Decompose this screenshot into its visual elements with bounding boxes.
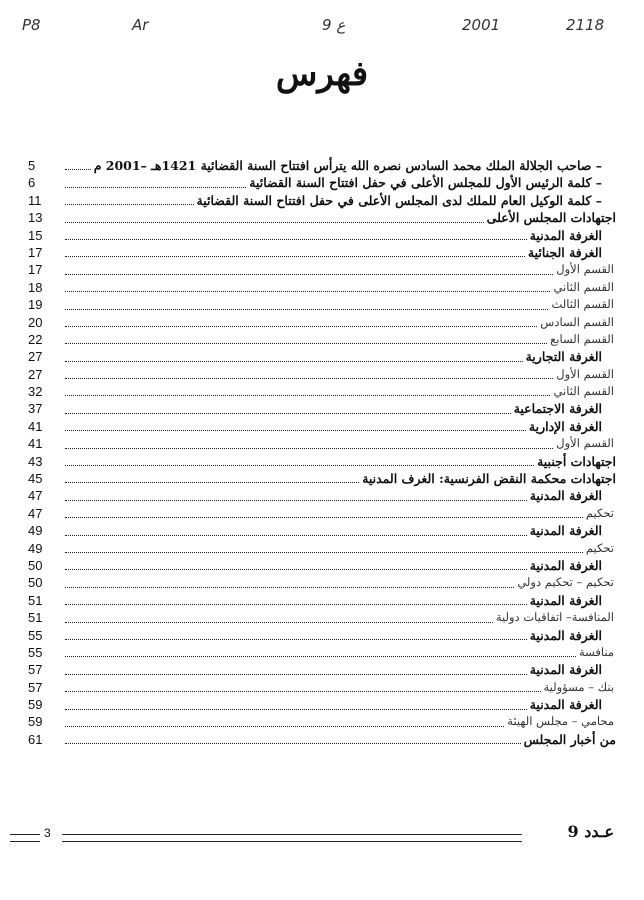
toc-entry-page: 55: [28, 644, 43, 660]
toc-entry: [28, 679, 616, 696]
toc-entry: [28, 366, 616, 383]
dot-leader: [65, 517, 583, 518]
dot-leader: [65, 204, 194, 205]
toc-entry-page: 55: [28, 627, 43, 643]
toc-entry-page: 22: [28, 331, 43, 347]
toc-entry-page: 19: [28, 297, 43, 313]
toc-entry: [28, 174, 616, 191]
dot-leader: [65, 222, 484, 223]
toc-entry-page: 15: [28, 227, 43, 243]
dot-leader: [65, 343, 547, 344]
toc-entry-title: تحكيم: [585, 540, 614, 555]
toc-entry: [28, 296, 616, 313]
toc-entry-title: القسم السادس: [540, 314, 614, 329]
toc-entry: [28, 731, 616, 748]
toc-entry-page: 18: [28, 279, 43, 295]
toc-entry-page: 41: [28, 418, 43, 434]
toc-entry-page: 49: [28, 540, 43, 556]
toc-entry: [28, 592, 616, 609]
dot-leader: [65, 413, 511, 414]
toc-entry-title: الغرفة المدنية: [529, 488, 602, 504]
dot-leader: [65, 291, 550, 292]
toc-entry-page: 50: [28, 575, 43, 591]
handwritten-note-center-right: 2001: [462, 16, 501, 34]
toc-entry: [28, 453, 616, 470]
toc-entry: [28, 557, 616, 574]
toc-entry-title: الغرفة المدنية: [529, 662, 602, 678]
toc-entry: [28, 574, 616, 591]
dot-leader: [65, 326, 537, 327]
toc-entry: [28, 400, 616, 417]
dot-leader: [65, 274, 553, 275]
dot-leader: [65, 187, 246, 188]
toc-entry-page: 51: [28, 610, 43, 626]
dot-leader: [65, 743, 521, 744]
dot-leader: [65, 674, 527, 675]
handwritten-note-left: P8: [22, 16, 41, 34]
toc-entry-title: تحكيم: [585, 505, 614, 520]
toc-entry-page: 6: [28, 175, 36, 191]
toc-entry-title: الغرفة المدنية: [529, 627, 602, 643]
toc-entry: [28, 348, 616, 365]
toc-entry-page: 49: [28, 523, 43, 539]
toc-entry: [28, 192, 616, 209]
toc-entry: [28, 418, 616, 435]
toc-entry-title: – صاحب الجلالة الملك محمد السادس نصره الله يترأس افتتاح السنة القضائية 1421هـ –2001 م: [93, 157, 602, 173]
toc-entry-title: القسم الثالث: [551, 297, 614, 312]
dot-leader: [65, 309, 548, 310]
toc-entry: [28, 487, 616, 504]
handwritten-note-right: 2118: [566, 16, 605, 34]
toc-entry: [28, 227, 616, 244]
toc-entry-title: الغرفة المدنية: [529, 557, 602, 573]
dot-leader: [65, 535, 527, 536]
toc-entry-page: 32: [28, 384, 43, 400]
toc-entry-page: 11: [28, 192, 42, 208]
toc-entry-title: القسم الأول: [556, 436, 614, 451]
toc-entry: [28, 157, 616, 174]
toc-entry-title: اجتهادات محكمة النقض الفرنسية: الغرف المدنية: [362, 471, 616, 487]
toc-entry-page: 13: [28, 210, 43, 226]
toc-entry-page: 57: [28, 662, 43, 678]
toc-entry-title: الغرفة المدنية: [529, 592, 602, 608]
dot-leader: [65, 726, 504, 727]
toc-entry-title: – كلمة الرئيس الأول للمجلس الأعلى في حفل افتتاح السنة القضائية: [249, 175, 602, 191]
dot-leader: [65, 604, 527, 605]
toc-entry: [28, 661, 616, 678]
dot-leader: [65, 448, 553, 449]
toc-entry-title: القسم الأول: [556, 366, 614, 381]
toc-entry: [28, 627, 616, 644]
toc-entry-title: تحكيم – تحكيم دولي: [517, 575, 614, 590]
toc-entry-page: 45: [28, 471, 43, 487]
toc-entry-page: 37: [28, 401, 43, 417]
toc-entry-title: منافسة: [578, 644, 614, 659]
toc-entry-page: 41: [28, 436, 43, 452]
toc-entry-title: الغرفة الاجتماعية: [513, 401, 602, 417]
toc-entry-page: 17: [28, 244, 43, 260]
toc-entry-page: 20: [28, 314, 43, 330]
footer-rule-main: [62, 834, 522, 842]
toc-entry: [28, 209, 616, 226]
toc-entry-title: الغرفة الإدارية: [528, 418, 602, 434]
toc-entry-page: 5: [28, 157, 36, 173]
dot-leader: [65, 552, 583, 553]
dot-leader: [65, 361, 523, 362]
toc-entry: [28, 696, 616, 713]
page-number: 3: [44, 826, 51, 840]
toc-entry: [28, 522, 616, 539]
toc-entry-title: اجتهادات أجنبية: [537, 453, 616, 469]
dot-leader: [65, 569, 527, 570]
footer-rule-left: [10, 834, 40, 842]
handwritten-note-center-left: Ar: [132, 16, 149, 34]
dot-leader: [65, 482, 359, 483]
toc-entry: [28, 331, 616, 348]
toc-entry: [28, 261, 616, 278]
table-of-contents: [28, 157, 616, 748]
toc-entry-page: 57: [28, 679, 43, 695]
toc-entry-page: 43: [28, 453, 43, 469]
toc-entry-page: 27: [28, 366, 43, 382]
toc-entry-title: الغرفة التجارية: [525, 349, 602, 365]
toc-entry: [28, 714, 616, 731]
toc-entry-title: – كلمة الوكيل العام للملك لدى المجلس الأعلى في حفل افتتاح السنة القضائية: [196, 192, 602, 208]
toc-entry-page: 47: [28, 505, 43, 521]
dot-leader: [65, 256, 525, 257]
dot-leader: [65, 622, 493, 623]
toc-entry-title: بنك – مسؤولية: [543, 679, 614, 694]
toc-entry-page: 59: [28, 714, 43, 730]
toc-entry-title: القسم الثاني: [553, 384, 614, 399]
dot-leader: [65, 465, 534, 466]
toc-entry-title: القسم السابع: [550, 331, 614, 346]
dot-leader: [65, 239, 527, 240]
toc-entry: [28, 470, 616, 487]
toc-entry-title: محامي – مجلس الهيئة: [507, 714, 614, 729]
toc-entry: [28, 383, 616, 400]
toc-entry-page: 17: [28, 262, 43, 278]
toc-entry: [28, 609, 616, 626]
dot-leader: [65, 378, 553, 379]
toc-entry-title: الغرفة المدنية: [529, 697, 602, 713]
dot-leader: [65, 639, 527, 640]
dot-leader: [65, 691, 541, 692]
issue-label: عـدد 9: [567, 822, 614, 841]
toc-entry-page: 51: [28, 592, 43, 608]
toc-entry-title: الغرفة المدنية: [529, 227, 602, 243]
toc-entry-page: 47: [28, 488, 43, 504]
toc-entry-page: 50: [28, 557, 43, 573]
toc-entry: [28, 644, 616, 661]
toc-entry-page: 61: [28, 731, 43, 747]
dot-leader: [65, 709, 527, 710]
toc-entry: [28, 244, 616, 261]
toc-entry-title: المنافسة– اتفاقيات دولية: [495, 610, 614, 625]
dot-leader: [65, 430, 526, 431]
dot-leader: [65, 656, 576, 657]
toc-entry: [28, 540, 616, 557]
handwritten-note-center: ع 9: [322, 16, 346, 34]
toc-entry: [28, 314, 616, 331]
toc-entry-title: من أخبار المجلس: [523, 731, 616, 747]
toc-entry-title: الغرفة المدنية: [529, 523, 602, 539]
dot-leader: [65, 587, 514, 588]
dot-leader: [65, 395, 550, 396]
toc-entry-title: الغرفة الجنائية: [527, 244, 602, 260]
toc-entry-title: القسم الأول: [556, 262, 614, 277]
toc-entry: [28, 279, 616, 296]
toc-entry-page: 59: [28, 697, 43, 713]
toc-entry-title: اجتهادات المجلس الأعلى: [486, 210, 616, 226]
toc-entry-page: 27: [28, 349, 43, 365]
toc-entry: [28, 435, 616, 452]
toc-entry: [28, 505, 616, 522]
dot-leader: [65, 169, 91, 170]
dot-leader: [65, 500, 527, 501]
toc-entry-title: القسم الثاني: [553, 279, 614, 294]
page-title: فهرس: [275, 54, 369, 94]
